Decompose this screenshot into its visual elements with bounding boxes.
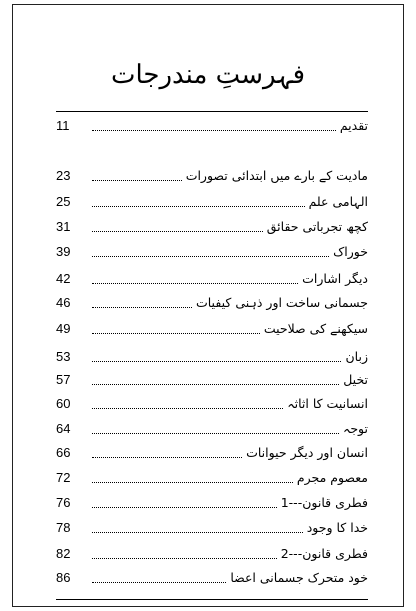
toc-title: توجہ (343, 421, 368, 436)
toc-leader (92, 283, 298, 284)
toc-leader (92, 433, 339, 434)
toc-title: انسانیت کا اثاثہ (287, 396, 368, 411)
toc-leader (92, 582, 226, 583)
toc-row[interactable] (56, 367, 368, 389)
toc-page-number: 64 (56, 421, 71, 436)
toc-row[interactable] (56, 239, 368, 261)
toc-title: سیکھنے کی صلاحیت (263, 321, 368, 336)
toc-page-number: 49 (56, 321, 71, 336)
toc-leader (92, 558, 277, 559)
toc-leader (92, 180, 182, 181)
toc-row[interactable] (56, 316, 368, 338)
toc-page-number: 82 (56, 546, 71, 561)
toc-page-number: 42 (56, 271, 71, 286)
toc-leader (92, 256, 329, 257)
toc-page-number: 25 (56, 194, 71, 209)
toc-leader (92, 532, 303, 533)
bottom-rule (56, 599, 368, 600)
page-title: فہرستِ مندرجات (110, 60, 306, 90)
toc-page-number: 86 (56, 570, 71, 585)
toc-leader (92, 307, 192, 308)
toc-title: زبان (345, 349, 368, 364)
toc-title: انسان اور دیگر حیوانات (246, 445, 368, 460)
toc-leader (92, 231, 263, 232)
toc-page-number: 76 (56, 495, 71, 510)
toc-page-number: 46 (56, 295, 71, 310)
toc-row[interactable] (56, 113, 368, 135)
toc-row[interactable] (56, 465, 368, 487)
toc-leader (92, 130, 336, 131)
toc-leader (92, 482, 293, 483)
toc-leader (92, 206, 305, 207)
toc-title: فطری قانون---1 (280, 495, 368, 510)
toc-leader (92, 457, 242, 458)
toc-title: خود متحرک جسمانی اعضا (230, 570, 368, 585)
toc-page-number: 57 (56, 372, 71, 387)
toc-leader (92, 507, 277, 508)
toc-page-number: 11 (56, 118, 70, 133)
toc-leader (92, 384, 339, 385)
toc-title: کچھ تجرباتی حقائق (266, 219, 368, 234)
toc-leader (92, 408, 283, 409)
toc-title: خدا کا وجود (306, 520, 368, 535)
toc-title: مادیت کے بارے میں ابتدائی تصورات (185, 168, 368, 183)
toc-row[interactable] (56, 344, 368, 366)
toc-row[interactable] (56, 440, 368, 462)
toc-row[interactable] (56, 515, 368, 537)
toc-title: تخیل (343, 372, 368, 387)
toc-title: جسمانی ساخت اور ذہنی کیفیات (195, 295, 368, 310)
toc-leader (92, 361, 341, 362)
table-of-contents (56, 0, 368, 611)
toc-page-number: 31 (56, 219, 71, 234)
toc-row[interactable] (56, 214, 368, 236)
toc-page-number: 53 (56, 349, 71, 364)
toc-row[interactable] (56, 266, 368, 288)
toc-leader (92, 333, 260, 334)
toc-title: معصوم مجرم (296, 470, 368, 485)
toc-row[interactable] (56, 416, 368, 438)
toc-page-number: 78 (56, 520, 71, 535)
toc-row[interactable] (56, 163, 368, 185)
toc-title: فطری قانون---2 (280, 546, 368, 561)
toc-row[interactable] (56, 490, 368, 512)
toc-title: دیگر اشارات (302, 271, 368, 286)
toc-title: الہامی علم (308, 194, 368, 209)
toc-page-number: 60 (56, 396, 71, 411)
toc-page-number: 66 (56, 445, 71, 460)
toc-row[interactable] (56, 565, 368, 587)
toc-page-number: 72 (56, 470, 71, 485)
toc-page-number: 39 (56, 244, 71, 259)
toc-title: خوراک (333, 244, 368, 259)
toc-title: تقدیم (339, 118, 368, 133)
toc-page-number: 23 (56, 168, 71, 183)
toc-row[interactable] (56, 391, 368, 413)
toc-row[interactable] (56, 290, 368, 312)
toc-row[interactable] (56, 541, 368, 563)
toc-row[interactable] (56, 189, 368, 211)
